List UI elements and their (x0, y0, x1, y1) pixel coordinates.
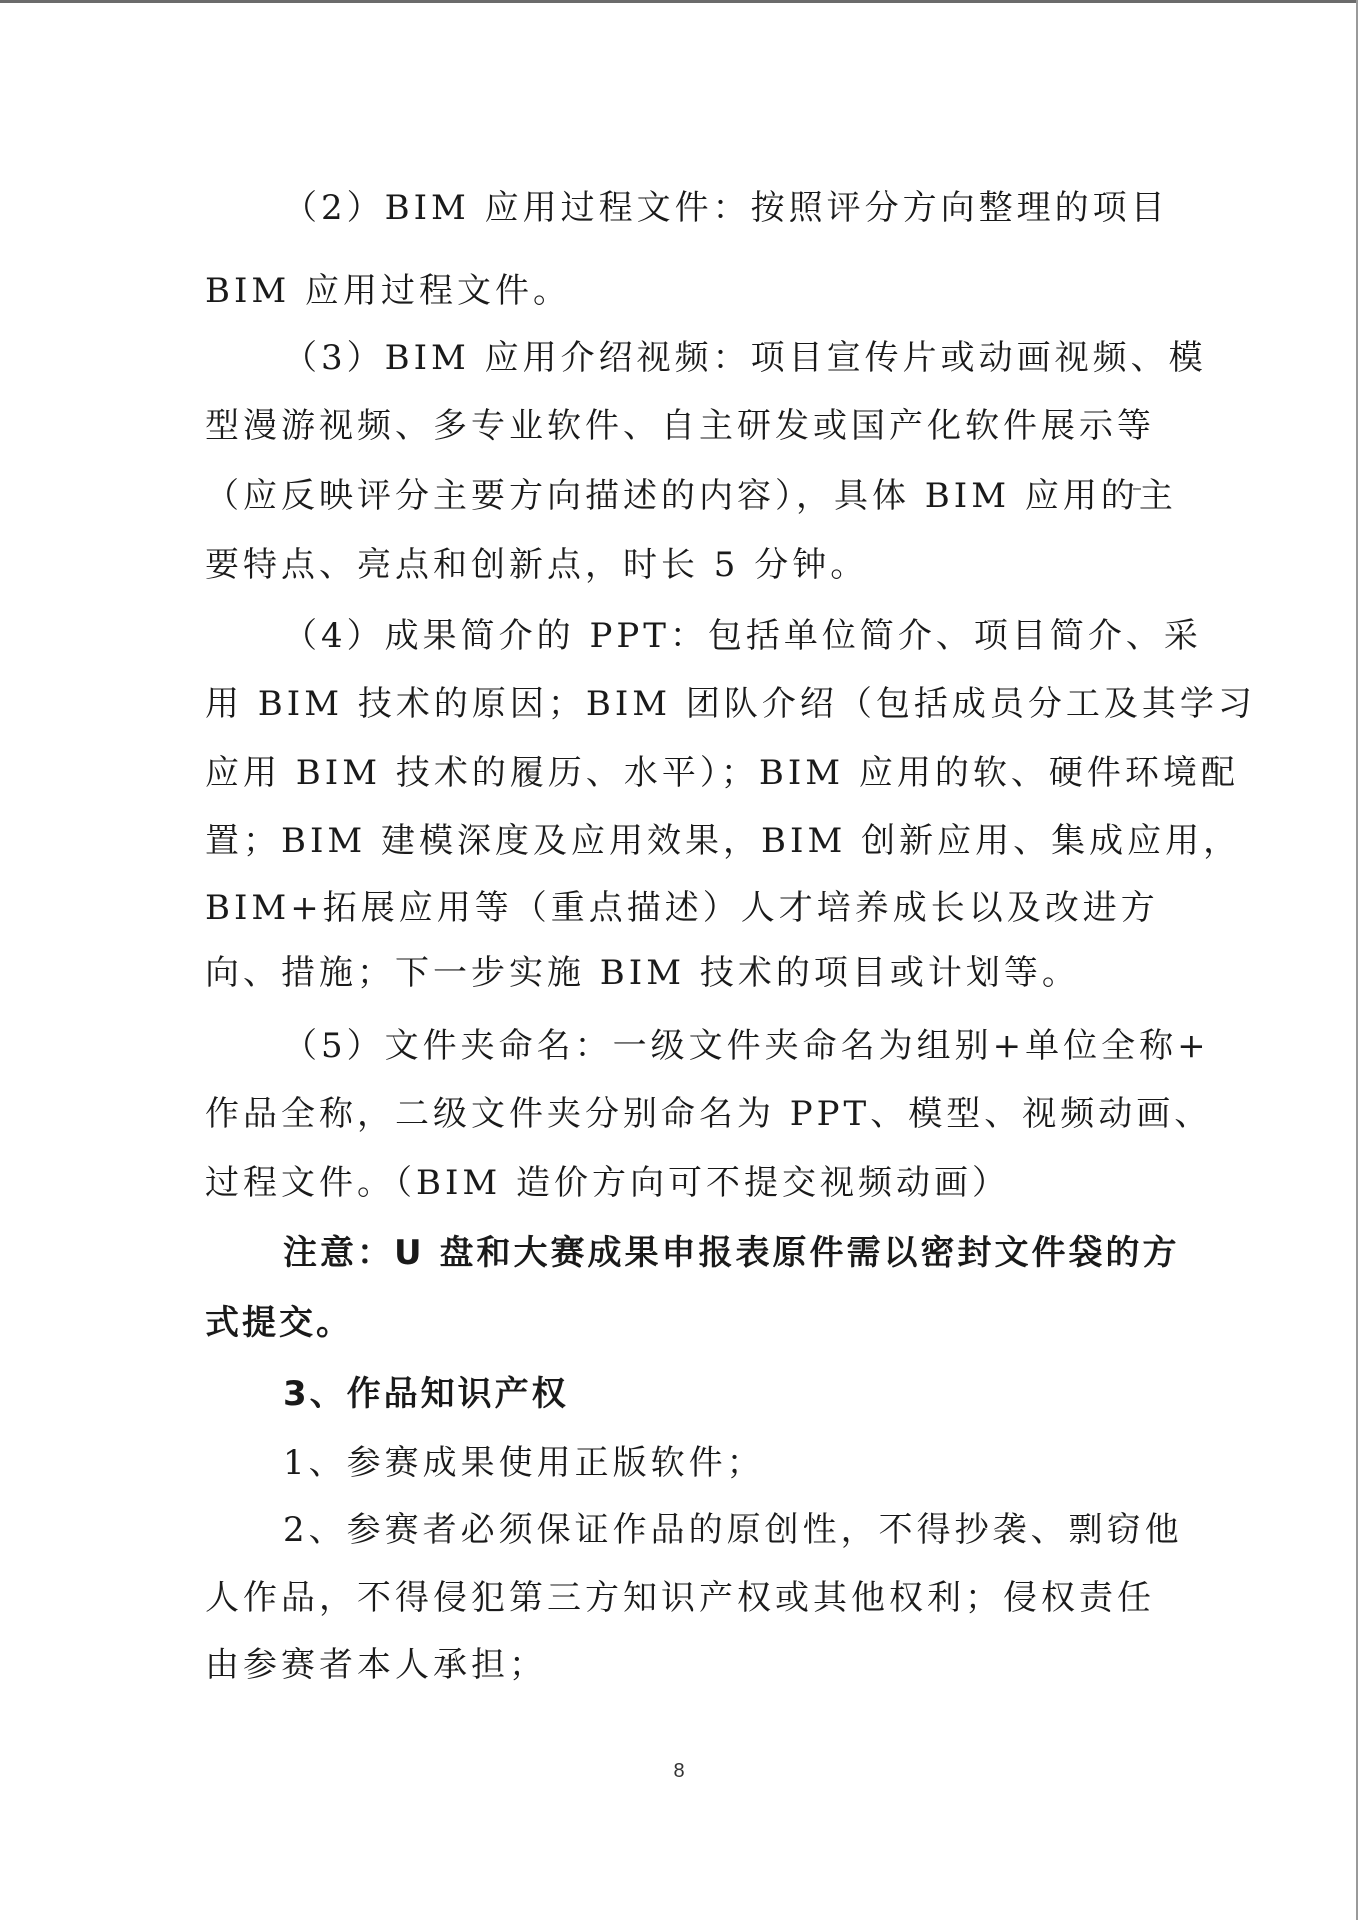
paragraph-line: BIM 应用过程文件。 (205, 271, 572, 311)
list-item: 1、参赛成果使用正版软件； (283, 1443, 765, 1483)
notice-line: 注意：U 盘和大赛成果申报表原件需以密封文件袋的方 (283, 1233, 1180, 1273)
paragraph-line: （2）BIM 应用过程文件：按照评分方向整理的项目 (283, 188, 1169, 228)
paragraph-line: BIM+拓展应用等（重点描述）人才培养成长以及改进方 (205, 888, 1159, 928)
paragraph-line: 型漫游视频、多专业软件、自主研发或国产化软件展示等 (205, 406, 1155, 446)
paragraph-line: 由参赛者本人承担； (205, 1645, 547, 1685)
paragraph-line: （3）BIM 应用介绍视频：项目宣传片或动画视频、模 (283, 338, 1207, 378)
paragraph-line: 置；BIM 建模深度及应用效果，BIM 创新应用、集成应用， (205, 821, 1242, 861)
paragraph-line: 作品全称，二级文件夹分别命名为 PPT、模型、视频动画、 (205, 1094, 1213, 1134)
scan-top-edge (0, 0, 1358, 3)
paragraph-line: 向、措施；下一步实施 BIM 技术的项目或计划等。 (205, 953, 1080, 993)
section-heading: 3、作品知识产权 (283, 1374, 569, 1414)
paragraph-line: 人作品，不得侵犯第三方知识产权或其他权利；侵权责任 (205, 1578, 1155, 1618)
paragraph-line: 过程文件。（BIM 造价方向可不提交视频动画） (205, 1163, 1011, 1203)
paragraph-line: 用 BIM 技术的原因；BIM 团队介绍（包括成员分工及其学习 (205, 684, 1256, 724)
paragraph-line: 要特点、亮点和创新点，时长 5 分钟。 (205, 545, 869, 585)
notice-line: 式提交。 (205, 1303, 353, 1343)
paragraph-line: （4）成果简介的 PPT：包括单位简介、项目简介、采 (283, 616, 1202, 656)
paragraph-line: （5）文件夹命名：一级文件夹命名为组别+单位全称+ (283, 1026, 1210, 1066)
page-number: 8 (673, 1760, 685, 1782)
list-item: 2、参赛者必须保证作品的原创性，不得抄袭、剽窃他 (283, 1510, 1183, 1550)
paragraph-line: （应反映评分主要方向描述的内容），具体 BIM 应用的主 (205, 476, 1177, 516)
paragraph-line: 应用 BIM 技术的履历、水平）；BIM 应用的软、硬件环境配 (205, 753, 1239, 793)
